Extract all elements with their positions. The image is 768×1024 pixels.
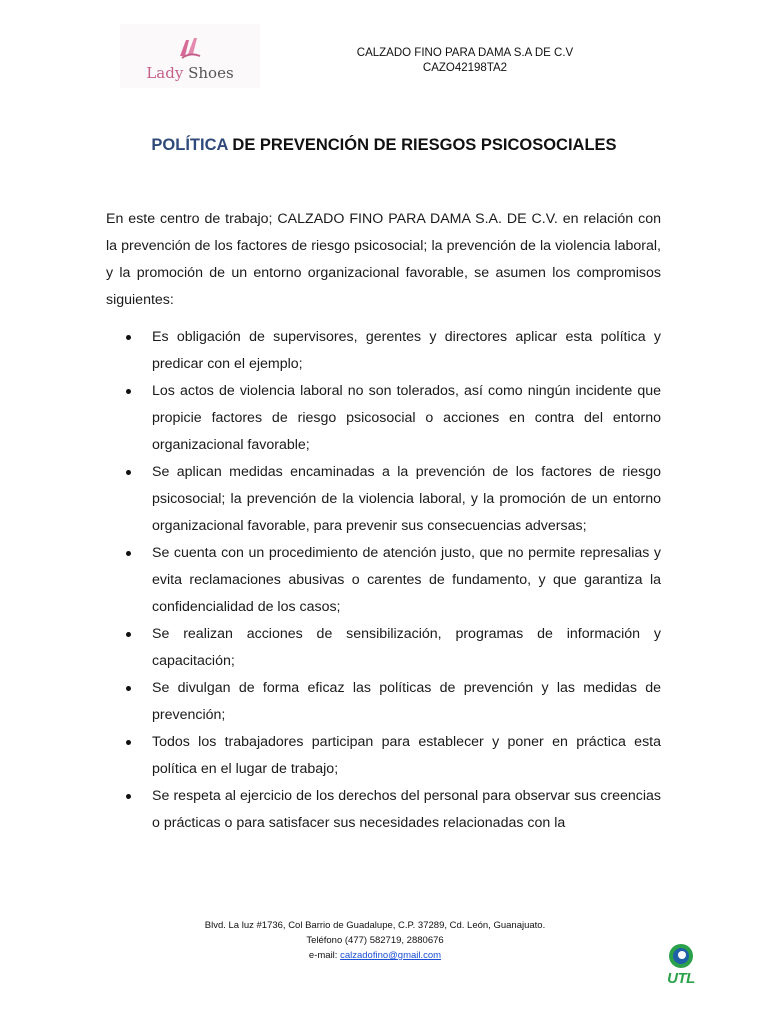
bullet-icon	[126, 551, 131, 556]
list-item-text: Se realizan acciones de sensibilización, programas de información y capacitación;	[152, 626, 661, 669]
page-title	[0, 136, 768, 155]
bullet-icon	[126, 470, 131, 475]
footer-email-line	[130, 948, 620, 963]
list-item-text: Todos los trabajadores participan para establecer y poner en práctica esta política en el lugar de trabajo;	[152, 734, 661, 777]
bullet-icon	[126, 794, 131, 799]
bullet-icon	[126, 686, 131, 691]
list-item-text: Se respeta al ejercicio de los derechos del personal para observar sus creencias o prácticas o para satisfacer sus necesidades relacionadas con la	[152, 788, 661, 831]
utl-emblem-icon	[660, 942, 702, 972]
utl-logo-text: UTL	[667, 970, 695, 987]
bullet-icon	[126, 389, 131, 394]
list-item	[106, 324, 661, 378]
logo-wordmark	[120, 64, 260, 82]
logo-text-shoes: Shoes	[188, 64, 234, 82]
company-name: CALZADO FINO PARA DAMA S.A DE C.V	[356, 47, 574, 59]
intro-paragraph: En este centro de trabajo; CALZADO FINO PARA DAMA S.A. DE C.V. en relación con la prevención de los factores de riesgo psicosocial; la prevención de la violencia laboral, y la promoción de un entorno organizacional favorable, se asumen los compromisos siguientes:	[106, 211, 661, 308]
list-item-text: Se divulgan de forma eficaz las políticas de prevención y las medidas de prevención;	[152, 680, 661, 723]
list-item	[106, 729, 661, 783]
page-footer	[130, 918, 620, 963]
list-item-text: Es obligación de supervisores, gerentes y directores aplicar esta política y predicar con el ejemplo;	[152, 329, 661, 372]
title-rest: DE PREVENCIÓN DE RIESGOS PSICOSOCIALES	[227, 136, 617, 154]
list-item	[106, 783, 661, 837]
title-prefix: POLÍTICA	[151, 136, 228, 154]
bullet-icon	[126, 632, 131, 637]
bullet-icon	[126, 740, 131, 745]
lady-shoes-logo	[120, 24, 260, 88]
commitments-list	[106, 324, 661, 837]
email-link[interactable]: calzadofino@gmail.com	[340, 950, 442, 961]
utl-logo	[660, 942, 702, 990]
list-item-text: Se aplican medidas encaminadas a la prevención de los factores de riesgo psicosocial; la prevención de la violencia laboral, y la promoción de un entorno organizacional favorable, para prevenir sus consecuencias adversas;	[152, 464, 661, 534]
list-item	[106, 378, 661, 459]
footer-address: Blvd. La luz #1736, Col Barrio de Guadalupe, C.P. 37289, Cd. León, Guanajuato.	[204, 920, 546, 931]
list-item	[106, 675, 661, 729]
list-item	[106, 540, 661, 621]
list-item-text: Se cuenta con un procedimiento de atención justo, que no permite represalias y evita reclamaciones abusivas o carentes de fundamento, y que garantiza la confidencialidad de los casos;	[152, 545, 661, 615]
bullet-icon	[126, 335, 131, 340]
company-rfc: CAZO42198TA2	[422, 62, 508, 74]
list-item-text: Los actos de violencia laboral no son tolerados, así como ningún incidente que propicie factores de riesgo psicosocial o acciones en contra del entorno organizacional favorable;	[152, 383, 661, 453]
footer-phone: Teléfono (477) 582719, 2880676	[306, 935, 444, 946]
high-heel-icon	[176, 34, 204, 62]
company-header	[340, 46, 590, 76]
footer-email-label: e-mail:	[308, 950, 341, 961]
list-item	[106, 621, 661, 675]
logo-text-lady: Lady	[146, 64, 184, 82]
list-item	[106, 459, 661, 540]
